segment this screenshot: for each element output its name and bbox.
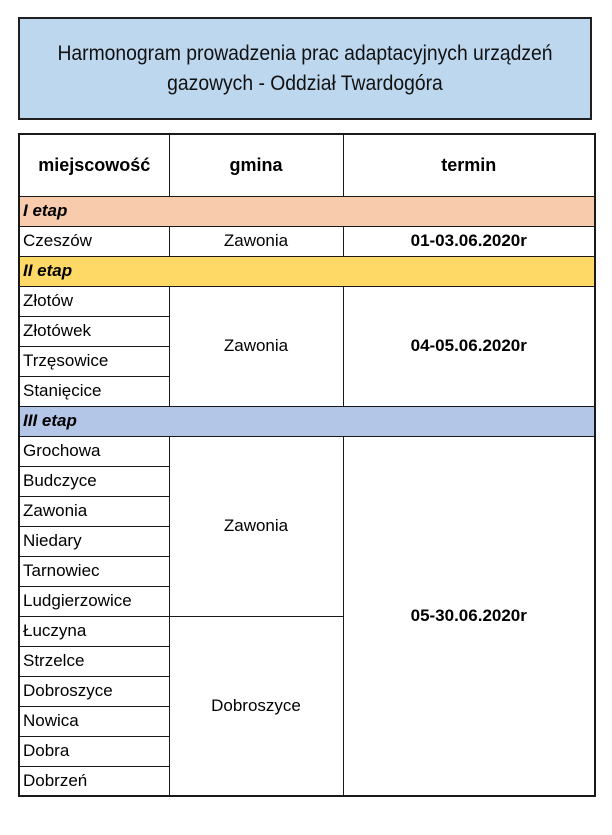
stage-label: II etap <box>19 256 595 286</box>
location-cell: Łuczyna <box>19 616 169 646</box>
location-cell: Tarnowiec <box>19 556 169 586</box>
location-cell: Zawonia <box>19 496 169 526</box>
location-cell: Grochowa <box>19 436 169 466</box>
stage-row <box>19 406 595 436</box>
header-termin: termin <box>343 134 595 196</box>
schedule-table <box>18 133 596 797</box>
stage-label: III etap <box>19 406 595 436</box>
header-miejscowosc: miejscowość <box>19 134 169 196</box>
stage-row <box>19 196 595 226</box>
location-cell: Stanięcice <box>19 376 169 406</box>
gmina-cell: Zawonia <box>169 226 343 256</box>
termin-cell: 05-30.06.2020r <box>343 436 595 796</box>
termin-cell: 04-05.06.2020r <box>343 286 595 406</box>
location-cell: Dobroszyce <box>19 676 169 706</box>
location-cell: Ludgierzowice <box>19 586 169 616</box>
location-cell: Dobrzeń <box>19 766 169 796</box>
table-row <box>19 436 595 466</box>
location-cell: Czeszów <box>19 226 169 256</box>
gmina-cell: Dobroszyce <box>169 616 343 796</box>
location-cell: Trzęsowice <box>19 346 169 376</box>
location-cell: Strzelce <box>19 646 169 676</box>
location-cell: Dobra <box>19 736 169 766</box>
gmina-cell: Zawonia <box>169 286 343 406</box>
header-row <box>19 134 595 196</box>
stage-label: I etap <box>19 196 595 226</box>
location-cell: Nowica <box>19 706 169 736</box>
document-title: Harmonogram prowadzenia prac adaptacyjnych urządzeń gazowych - Oddział Twardogóra <box>57 41 553 95</box>
location-cell: Niedary <box>19 526 169 556</box>
termin-cell: 01-03.06.2020r <box>343 226 595 256</box>
table-row <box>19 286 595 316</box>
table-row <box>19 226 595 256</box>
location-cell: Złotówek <box>19 316 169 346</box>
gmina-cell: Zawonia <box>169 436 343 616</box>
title-box <box>18 17 592 120</box>
schedule-body <box>19 196 595 796</box>
location-cell: Złotów <box>19 286 169 316</box>
location-cell: Budczyce <box>19 466 169 496</box>
header-gmina: gmina <box>169 134 343 196</box>
stage-row <box>19 256 595 286</box>
